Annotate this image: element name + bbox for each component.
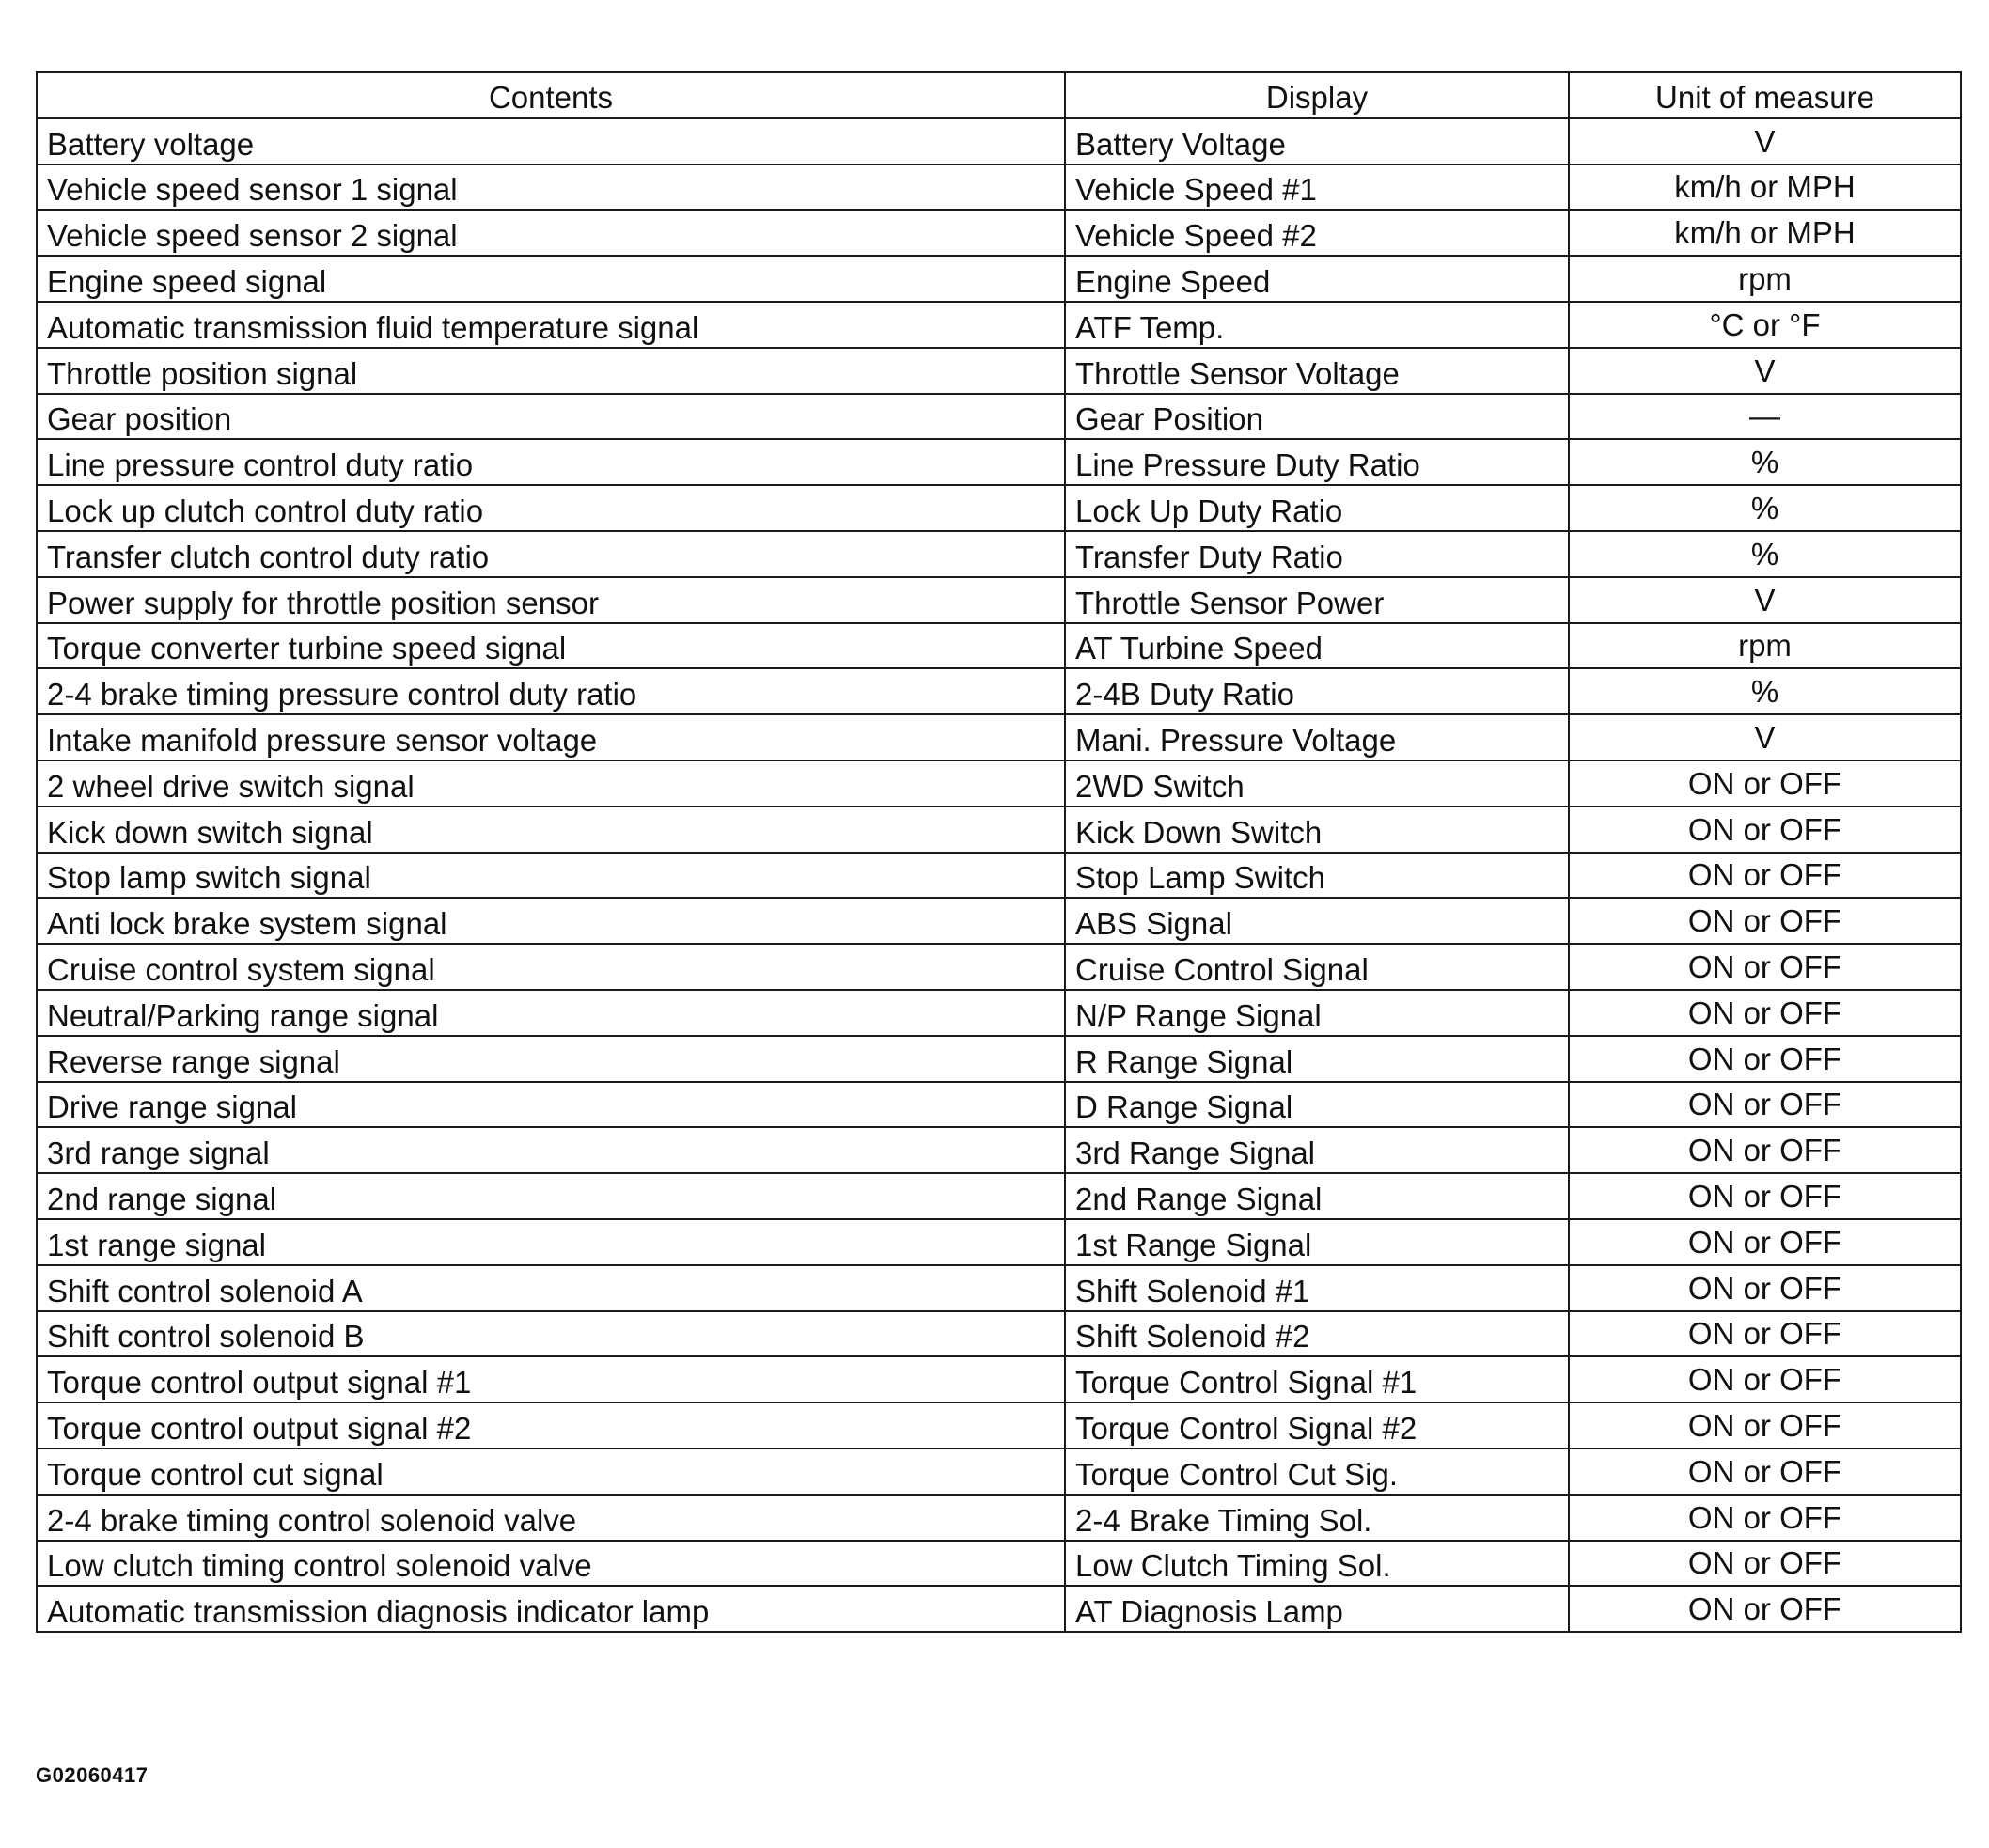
- cell-contents: Engine speed signal: [37, 256, 1065, 302]
- cell-unit: V: [1569, 348, 1961, 394]
- cell-display: Torque Control Signal #1: [1065, 1356, 1569, 1402]
- cell-contents: 2-4 brake timing control solenoid valve: [37, 1495, 1065, 1541]
- cell-unit: ON or OFF: [1569, 1356, 1961, 1402]
- cell-contents: Power supply for throttle position sensor: [37, 577, 1065, 623]
- cell-unit: ON or OFF: [1569, 760, 1961, 807]
- cell-display: Lock Up Duty Ratio: [1065, 485, 1569, 531]
- cell-display: Battery Voltage: [1065, 118, 1569, 164]
- cell-contents: Automatic transmission diagnosis indicator lamp: [37, 1586, 1065, 1632]
- table-row: [37, 118, 1961, 164]
- table-row: [37, 164, 1961, 211]
- cell-display: Shift Solenoid #2: [1065, 1311, 1569, 1357]
- table-body: [37, 118, 1961, 1632]
- cell-unit: ON or OFF: [1569, 1402, 1961, 1449]
- cell-display: Shift Solenoid #1: [1065, 1265, 1569, 1311]
- cell-unit: ON or OFF: [1569, 898, 1961, 944]
- table-row: [37, 439, 1961, 485]
- table-row: [37, 1541, 1961, 1587]
- table-header-row: [37, 72, 1961, 118]
- cell-unit: ON or OFF: [1569, 1265, 1961, 1311]
- cell-display: Low Clutch Timing Sol.: [1065, 1541, 1569, 1587]
- table-row: [37, 1495, 1961, 1541]
- cell-contents: Lock up clutch control duty ratio: [37, 485, 1065, 531]
- table-row: [37, 394, 1961, 440]
- cell-unit: ON or OFF: [1569, 1586, 1961, 1632]
- cell-unit: ON or OFF: [1569, 1495, 1961, 1541]
- cell-unit: %: [1569, 439, 1961, 485]
- cell-contents: 1st range signal: [37, 1219, 1065, 1265]
- monitor-items-table: [36, 71, 1962, 1633]
- table-row: [37, 714, 1961, 760]
- cell-display: Throttle Sensor Power: [1065, 577, 1569, 623]
- cell-contents: Low clutch timing control solenoid valve: [37, 1541, 1065, 1587]
- cell-unit: ON or OFF: [1569, 1541, 1961, 1587]
- table-row: [37, 1127, 1961, 1173]
- cell-unit: ON or OFF: [1569, 990, 1961, 1036]
- cell-contents: Cruise control system signal: [37, 944, 1065, 990]
- table-row: [37, 668, 1961, 714]
- table-row: [37, 1311, 1961, 1357]
- cell-contents: Gear position: [37, 394, 1065, 440]
- cell-unit: —: [1569, 394, 1961, 440]
- cell-display: Stop Lamp Switch: [1065, 853, 1569, 899]
- cell-display: Torque Control Cut Sig.: [1065, 1449, 1569, 1495]
- cell-unit: ON or OFF: [1569, 1173, 1961, 1219]
- cell-unit: %: [1569, 531, 1961, 577]
- cell-contents: Shift control solenoid A: [37, 1265, 1065, 1311]
- cell-contents: Torque converter turbine speed signal: [37, 623, 1065, 669]
- cell-unit: ON or OFF: [1569, 1311, 1961, 1357]
- cell-contents: Intake manifold pressure sensor voltage: [37, 714, 1065, 760]
- cell-display: AT Diagnosis Lamp: [1065, 1586, 1569, 1632]
- cell-unit: ON or OFF: [1569, 853, 1961, 899]
- cell-display: ATF Temp.: [1065, 302, 1569, 348]
- cell-contents: Neutral/Parking range signal: [37, 990, 1065, 1036]
- table-row: [37, 302, 1961, 348]
- cell-display: Mani. Pressure Voltage: [1065, 714, 1569, 760]
- table-row: [37, 898, 1961, 944]
- cell-unit: V: [1569, 714, 1961, 760]
- table-row: [37, 944, 1961, 990]
- table-row: [37, 1265, 1961, 1311]
- cell-contents: Automatic transmission fluid temperature signal: [37, 302, 1065, 348]
- cell-display: Line Pressure Duty Ratio: [1065, 439, 1569, 485]
- cell-unit: °C or °F: [1569, 302, 1961, 348]
- cell-display: Transfer Duty Ratio: [1065, 531, 1569, 577]
- cell-contents: Throttle position signal: [37, 348, 1065, 394]
- cell-contents: Torque control output signal #1: [37, 1356, 1065, 1402]
- cell-display: Kick Down Switch: [1065, 807, 1569, 853]
- cell-contents: Battery voltage: [37, 118, 1065, 164]
- cell-unit: ON or OFF: [1569, 1449, 1961, 1495]
- cell-contents: 3rd range signal: [37, 1127, 1065, 1173]
- cell-display: 2WD Switch: [1065, 760, 1569, 807]
- cell-display: Torque Control Signal #2: [1065, 1402, 1569, 1449]
- table-row: [37, 807, 1961, 853]
- cell-unit: ON or OFF: [1569, 1082, 1961, 1128]
- cell-display: D Range Signal: [1065, 1082, 1569, 1128]
- cell-display: 1st Range Signal: [1065, 1219, 1569, 1265]
- cell-contents: Anti lock brake system signal: [37, 898, 1065, 944]
- cell-unit: ON or OFF: [1569, 807, 1961, 853]
- cell-contents: Shift control solenoid B: [37, 1311, 1065, 1357]
- cell-display: N/P Range Signal: [1065, 990, 1569, 1036]
- cell-display: Throttle Sensor Voltage: [1065, 348, 1569, 394]
- header-contents: Contents: [37, 72, 1065, 118]
- table-row: [37, 760, 1961, 807]
- table-row: [37, 1082, 1961, 1128]
- cell-contents: Torque control output signal #2: [37, 1402, 1065, 1449]
- cell-contents: 2nd range signal: [37, 1173, 1065, 1219]
- cell-contents: Drive range signal: [37, 1082, 1065, 1128]
- cell-display: 2-4B Duty Ratio: [1065, 668, 1569, 714]
- cell-unit: km/h or MPH: [1569, 210, 1961, 256]
- table-row: [37, 256, 1961, 302]
- cell-display: Vehicle Speed #1: [1065, 164, 1569, 211]
- cell-contents: 2-4 brake timing pressure control duty ratio: [37, 668, 1065, 714]
- cell-display: 2-4 Brake Timing Sol.: [1065, 1495, 1569, 1541]
- cell-display: Gear Position: [1065, 394, 1569, 440]
- header-display: Display: [1065, 72, 1569, 118]
- table-row: [37, 990, 1961, 1036]
- cell-contents: Vehicle speed sensor 2 signal: [37, 210, 1065, 256]
- table-row: [37, 1586, 1961, 1632]
- cell-contents: 2 wheel drive switch signal: [37, 760, 1065, 807]
- cell-contents: Stop lamp switch signal: [37, 853, 1065, 899]
- figure-id: G02060417: [36, 1763, 149, 1787]
- cell-display: 2nd Range Signal: [1065, 1173, 1569, 1219]
- table-row: [37, 1449, 1961, 1495]
- cell-display: AT Turbine Speed: [1065, 623, 1569, 669]
- cell-display: 3rd Range Signal: [1065, 1127, 1569, 1173]
- cell-contents: Kick down switch signal: [37, 807, 1065, 853]
- table-row: [37, 577, 1961, 623]
- cell-unit: ON or OFF: [1569, 1219, 1961, 1265]
- cell-display: R Range Signal: [1065, 1036, 1569, 1082]
- table-row: [37, 1036, 1961, 1082]
- cell-unit: ON or OFF: [1569, 944, 1961, 990]
- table-row: [37, 623, 1961, 669]
- cell-contents: Transfer clutch control duty ratio: [37, 531, 1065, 577]
- data-table-container: [36, 71, 1960, 1633]
- table-row: [37, 1402, 1961, 1449]
- table-row: [37, 210, 1961, 256]
- cell-unit: rpm: [1569, 623, 1961, 669]
- cell-unit: V: [1569, 118, 1961, 164]
- table-row: [37, 348, 1961, 394]
- table-row: [37, 531, 1961, 577]
- cell-display: ABS Signal: [1065, 898, 1569, 944]
- cell-unit: %: [1569, 668, 1961, 714]
- table-row: [37, 853, 1961, 899]
- table-row: [37, 485, 1961, 531]
- cell-unit: km/h or MPH: [1569, 164, 1961, 211]
- cell-contents: Torque control cut signal: [37, 1449, 1065, 1495]
- cell-unit: rpm: [1569, 256, 1961, 302]
- table-row: [37, 1356, 1961, 1402]
- cell-unit: %: [1569, 485, 1961, 531]
- cell-display: Cruise Control Signal: [1065, 944, 1569, 990]
- cell-display: Vehicle Speed #2: [1065, 210, 1569, 256]
- table-row: [37, 1219, 1961, 1265]
- cell-contents: Vehicle speed sensor 1 signal: [37, 164, 1065, 211]
- cell-display: Engine Speed: [1065, 256, 1569, 302]
- cell-contents: Reverse range signal: [37, 1036, 1065, 1082]
- cell-unit: ON or OFF: [1569, 1127, 1961, 1173]
- cell-unit: ON or OFF: [1569, 1036, 1961, 1082]
- header-unit-of-measure: Unit of measure: [1569, 72, 1961, 118]
- cell-contents: Line pressure control duty ratio: [37, 439, 1065, 485]
- cell-unit: V: [1569, 577, 1961, 623]
- table-row: [37, 1173, 1961, 1219]
